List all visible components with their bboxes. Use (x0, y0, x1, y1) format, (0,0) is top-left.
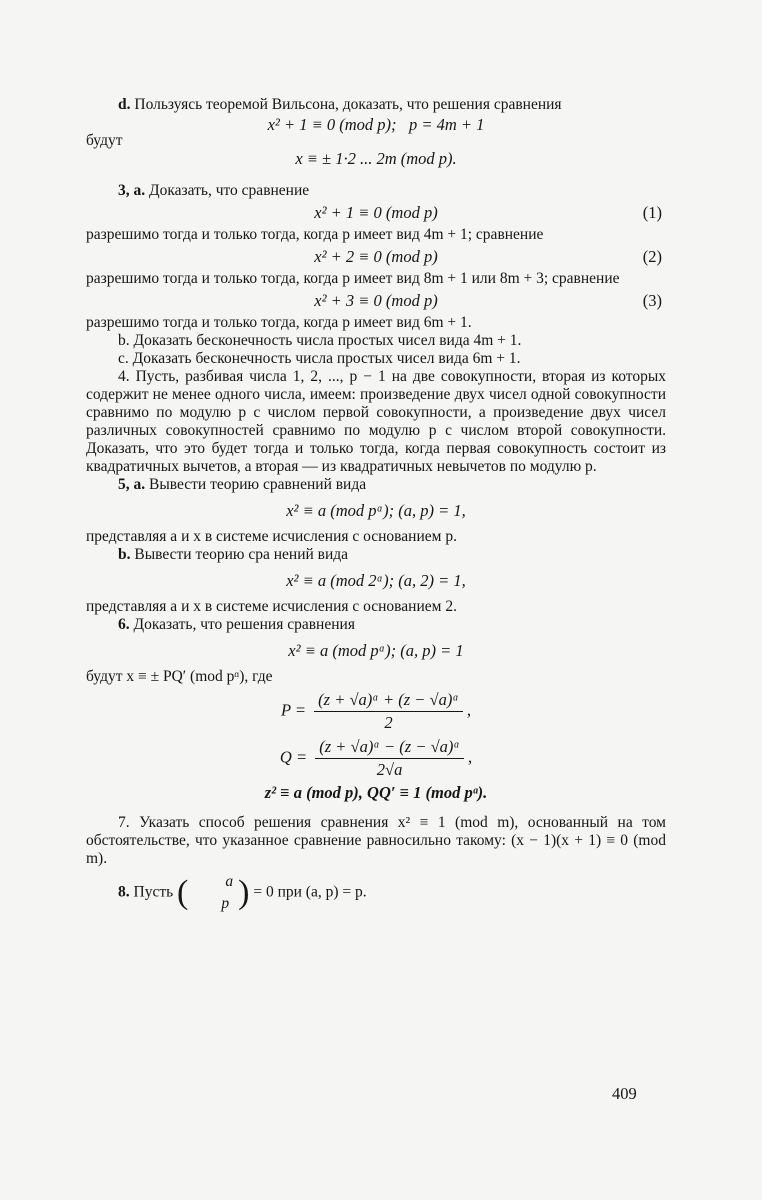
item-8 (86, 872, 666, 914)
formula-6-1: x² ≡ a (mod pᵅ); (a, p) = 1 (288, 641, 464, 660)
formula-6-2: z² ≡ a (mod p), QQ′ ≡ 1 (mod pᵅ). (264, 783, 488, 802)
text-column (86, 96, 666, 914)
text-6-1: будут x ≡ ± PQ′ (mod pᵅ), где (86, 668, 273, 685)
text-3-1: разрешимо тогда и только тогда, когда p имеет вид 4m + 1; сравнение (86, 226, 544, 243)
item-6 (86, 616, 666, 634)
formula-P-denominator: 2 (384, 713, 393, 732)
formula-Q-lhs: Q = (279, 747, 308, 767)
item-d-label: d. (118, 96, 131, 113)
item-5a (86, 476, 666, 494)
formula-Q-fraction (315, 737, 464, 780)
formula-d1-b: p = 4m + 1 (408, 115, 485, 134)
item-3b: b. Доказать бесконечность числа простых чисел вида 4m + 1. (118, 332, 522, 349)
item-d-text: Пользуясь теоремой Вильсона, доказать, что решения сравнения (130, 96, 562, 113)
item-8-post: = 0 при (a, p) = p. (249, 883, 367, 901)
legendre-symbol (189, 872, 237, 914)
text-5-1: представляя a и x в системе исчисления с основанием p. (86, 528, 457, 545)
formula-3-3 (86, 290, 666, 312)
item-4: 4. Пусть, разбивая числа 1, 2, ..., p − 1 на две совокупности, вторая из которых содержит не менее одного числа, имеем: произведение двух чисел одной совокупности сравнимо по модулю p с числом первой совокупности, а произведение двух чисел различных совокупностей сравнимо по модулю p с числом второй совокупности. Доказать, что это будет тогда и только тогда, когда первая совокупность состоит из квадратичных вычетов, а вторая — из квадратичных невычетов по модулю p. (86, 368, 666, 475)
formula-d1-a: x² + 1 ≡ 0 (mod p); (267, 115, 397, 134)
item-3a (86, 182, 666, 200)
legendre-denominator: p (221, 895, 230, 912)
formula-3-2 (86, 246, 666, 268)
text-5-2: представляя a и x в системе исчисления с основанием 2. (86, 598, 457, 615)
item-d (86, 96, 666, 114)
item-7: 7. Указать способ решения сравнения x² ≡ 1 (mod m), основанный на том обстоятельстве, что указанное сравнение равносильно такому: (x − 1)(x + 1) ≡ 0 (mod m). (86, 814, 666, 867)
item-3a-label: 3, a. (118, 182, 146, 199)
formula-3-3-expr: x² + 3 ≡ 0 (mod p) (314, 291, 438, 310)
formula-Q-denominator: 2√a (376, 760, 403, 779)
item-5b (86, 546, 666, 564)
formula-3-2-expr: x² + 2 ≡ 0 (mod p) (314, 247, 438, 266)
page-number: 409 (612, 1084, 637, 1103)
formula-Q: Q = $\frac{\text{(z + √a)ᵅ − (z − √a)ᵅ}}{2√a}$ , (279, 737, 473, 779)
formula-5-1: x² ≡ a (mod pᵅ); (a, p) = 1, (286, 501, 466, 520)
formula-d2: x ≡ ± 1·2 ... 2m (mod p). (295, 149, 457, 168)
text-budut: будут (86, 132, 123, 149)
formula-P: P = $\frac{\text{(z + √a)ᵅ + (z − √a)ᵅ}}{2}$ , (280, 690, 472, 732)
formula-P-fraction (314, 690, 463, 733)
text-3-3: разрешимо тогда и только тогда, когда p имеет вид 6m + 1. (86, 314, 472, 331)
equation-number-3: (3) (642, 291, 662, 310)
formula-P-numerator: (z + √a)ᵅ + (z − √a)ᵅ (314, 690, 463, 712)
item-8-pre: Пусть (129, 883, 178, 901)
equation-number-2: (2) (642, 247, 662, 266)
formula-d1 (86, 114, 666, 136)
legendre-open-paren: ( (177, 874, 189, 911)
item-5a-label: 5, a. (118, 476, 146, 493)
item-5b-label: b. (118, 546, 131, 563)
text-3-2: разрешимо тогда и только тогда, когда p имеет вид 8m + 1 или 8m + 3; сравнение (86, 270, 620, 287)
formula-Q-numerator: (z + √a)ᵅ − (z − √a)ᵅ (315, 737, 464, 759)
item-6-label: 6. (118, 616, 130, 633)
item-8-label: 8. (118, 883, 130, 901)
item-5a-text: Вывести теорию сравнений вида (145, 476, 367, 493)
item-3a-text: Доказать, что сравнение (145, 182, 310, 199)
equation-number-1: (1) (642, 203, 662, 222)
formula-3-1 (86, 202, 666, 224)
item-6-text: Доказать, что решения сравнения (129, 616, 355, 633)
legendre-numerator: a (225, 873, 234, 890)
item-5b-text: Вывести теорию сра нений вида (130, 546, 349, 563)
item-3c: c. Доказать бесконечность числа простых чисел вида 6m + 1. (118, 350, 521, 367)
formula-5-2: x² ≡ a (mod 2ᵅ); (a, 2) = 1, (286, 571, 466, 590)
legendre-close-paren: ) (238, 874, 250, 911)
formula-3-1-expr: x² + 1 ≡ 0 (mod p) (314, 203, 438, 222)
formula-P-lhs: P = (280, 700, 307, 720)
